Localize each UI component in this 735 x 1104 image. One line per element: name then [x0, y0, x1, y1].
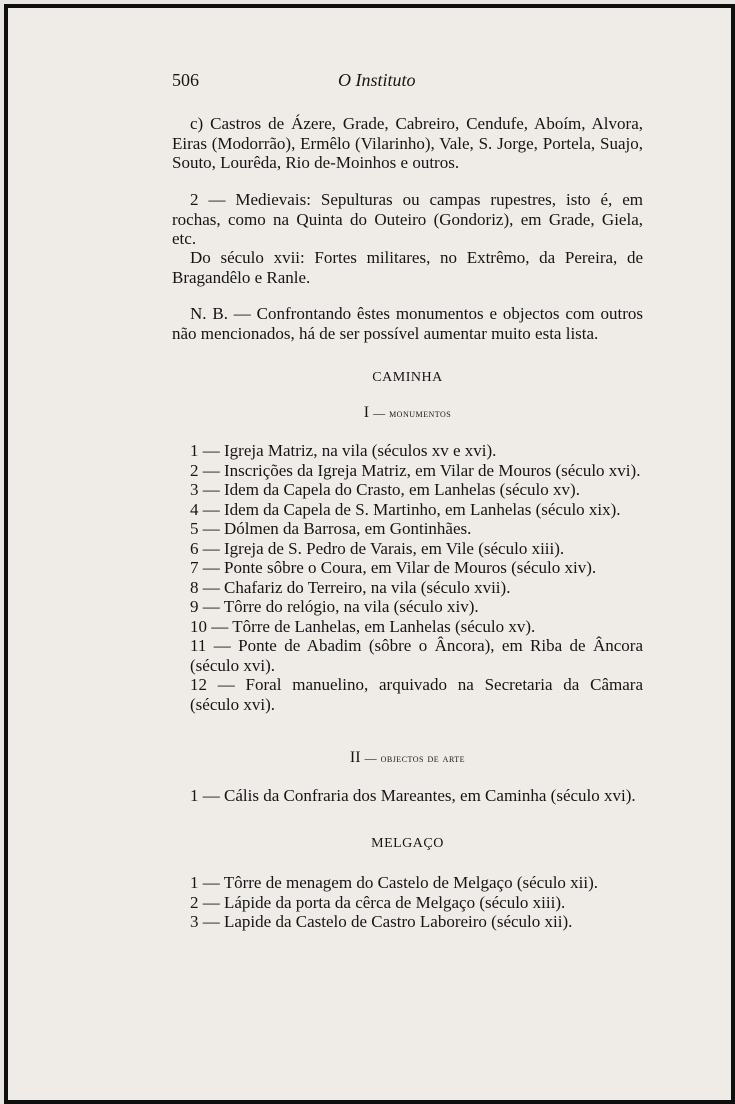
running-header — [172, 71, 643, 95]
list-item: 1 — Tôrre de menagem do Castelo de Melgaço (século xii). — [190, 873, 599, 892]
list-item: 3 — Idem da Capela do Crasto, em Lanhelas (século xv). — [190, 480, 580, 499]
list-item: 2 — Inscrições da Igreja Matriz, em Vilar de Mouros (século xvi). — [190, 460, 641, 480]
list-item: 3 — Lapide da Castelo de Castro Laboreiro (século xii). — [190, 912, 573, 931]
list-item: 4 — Idem da Capela de S. Martinho, em Lanhelas (século xix). — [190, 499, 621, 519]
list-item: 12 — Foral manuelino, arquivado na Secretaria da Câmara (século xvi). — [190, 675, 643, 714]
page-number: 506 — [172, 70, 199, 90]
monuments-list — [172, 441, 643, 714]
list-item: 1 — Igreja Matriz, na vila (séculos xv e xvi). — [190, 441, 497, 460]
nota-bene-paragraph: N. B. — Confrontando êstes monumentos e objectos com outros não mencionados, há de ser possível aumentar muito esta lista. — [172, 304, 643, 343]
list-item: 7 — Ponte sôbre o Coura, em Vilar de Mouros (século xiv). — [190, 558, 597, 577]
list-item: 10 — Tôrre de Lanhelas, em Lanhelas (século xv). — [190, 616, 536, 636]
melgaco-heading: MELGAÇO — [371, 836, 444, 851]
list-item: 2 — Lápide da porta da cêrca de Melgaço (século xiii). — [190, 892, 566, 912]
list-item: 11 — Ponte de Abadim (sôbre o Âncora), em Riba de Âncora (século xvi). — [190, 636, 643, 675]
list-item: 1 — Cális da Confraria dos Mareantes, em Caminha (século xvi). — [190, 786, 636, 805]
journal-title: O Instituto — [338, 70, 416, 90]
art-objects-list — [172, 786, 643, 806]
medievais-paragraph: 2 — Medievais: Sepulturas ou campas rupestres, isto é, em rochas, como na Quinta do Outeiro (Gondoriz), em Grade, Giela, etc. — [172, 190, 643, 248]
list-item: 5 — Dólmen da Barrosa, em Gontinhães. — [190, 519, 472, 538]
caminha-heading: CAMINHA — [372, 370, 443, 385]
objectos-subheading: II — objectos de arte — [349, 749, 466, 766]
melgaco-list — [172, 873, 643, 932]
list-item: 8 — Chafariz do Terreiro, na vila (século xvii). — [190, 577, 511, 597]
seculo-xvii-paragraph: Do século xvii: Fortes militares, no Extrêmo, da Pereira, de Bragandêlo e Ranle. — [172, 248, 643, 287]
list-item: 6 — Igreja de S. Pedro de Varais, em Vile (século xiii). — [190, 538, 565, 558]
monumentos-subheading: I — monumentos — [363, 404, 452, 421]
castros-paragraph: c) Castros de Ázere, Grade, Cabreiro, Cendufe, Aboím, Alvora, Eiras (Modorrão), Ermêlo (Vilarinho), Vale, S. Jorge, Portela, Suajo, Souto, Lourêda, Rio de-Moinhos e outros. — [172, 114, 643, 172]
list-item: 9 — Tôrre do relógio, na vila (século xiv). — [190, 597, 479, 616]
